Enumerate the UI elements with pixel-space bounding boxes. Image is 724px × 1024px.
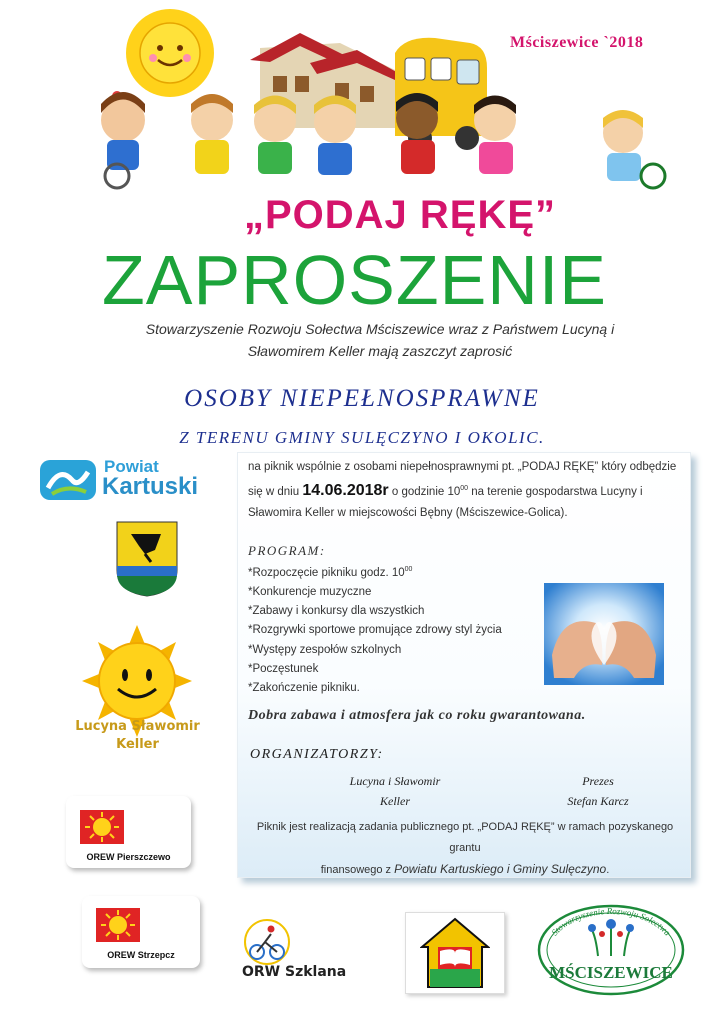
powiat-emblem-icon [38,458,98,502]
orew-sun-icon [80,810,124,844]
year-label: Mściszewice `2018 [510,34,644,51]
orw-szklana-label: ORW Szklana [242,964,347,980]
details-panel [237,452,691,878]
program-item: *Zakończenie pikniku. [248,682,360,695]
organizer-right: Prezes Stefan Karcz [567,774,629,808]
intro-line-2: Sławomirem Keller mają zaszczyt zaprosić [247,343,513,359]
powiat-kartuski-logo: Powiat Kartuski [38,456,213,504]
sponsor-name: Lucyna Sławomir Keller [75,719,200,752]
organizers-heading: ORGANIZATORZY: [250,747,384,762]
page-title: ZAPROSZENIE [102,241,607,319]
program-item: *Rozpoczęcie pikniku godz. $10^{00}$ [248,566,413,579]
heart-hands-photo [544,583,664,685]
details-text [248,457,688,524]
orew-sun-icon [96,908,140,942]
program-item: *Występy zespołów szkolnych [248,643,402,656]
gmina-coat-of-arms-icon [115,520,179,598]
motto-text: Dobra zabawa i atmosfera jak co roku gwarantowana. [248,708,586,723]
orw-cyclist-icon [243,916,291,968]
target-region: Z TERENU GMINY SULĘCZYNO I OKOLIC. [179,428,545,447]
stowarzyszenie-arc-text: Stowarzyszenie Rozwoju Sołectwa [549,905,673,938]
program-item: *Konkurencje muzyczne [248,586,372,599]
program-list [248,560,502,698]
program-item: *Zabawy i konkursy dla wszystkich [248,605,425,618]
funding-note: Piknik jest realizacją zadania publicznego pt. „PODAJ RĘKĘ” w ramach pozyskanego grantu finansowego z Powiatu Kartuskiego i Gminy Sulęczyno. [256,821,674,876]
details-line-3: Sławomira Keller w miejscowości Bębny (Mściszewice-Golica). [248,506,568,519]
intro-line-1: Stowarzyszenie Rozwoju Sołectwa Mściszewice wraz z Państwem Lucyną i [145,321,615,337]
orew-pierszczewo-logo: OREW Pierszczewo [66,796,191,868]
intro-text [100,318,660,362]
target-audience: OSOBY NIEPEŁNOSPRAWNE [184,385,540,412]
orew-strzepcz-logo: OREW Strzepcz [82,896,200,968]
event-date: 14.06.2018r [302,481,389,499]
stowarzyszenie-name: MŚCISZEWICE [549,963,673,982]
sun-icon [126,9,214,97]
program-heading: PROGRAM: [248,543,326,558]
details-line-1: na piknik wspólnie z osobami niepełnosprawnymi pt. „PODAJ RĘKĘ” który odbędzie [248,461,677,473]
stowarzyszenie-logo [536,904,686,996]
event-subtitle: „PODAJ RĘKĘ” [243,193,557,237]
details-line-2: się w dniu 14.06.2018r o godzinie $10^{00}$ na terenie gospodarstwa Lucyny i [248,481,643,499]
program-item: *Rozgrywki sportowe promujące zdrowy styl życia [248,624,502,637]
school-logo [405,912,505,994]
program-item: *Poczęstunek [248,662,319,675]
school-book-icon [420,917,490,989]
organizer-left: Lucyna i Sławomir Keller [349,774,441,808]
